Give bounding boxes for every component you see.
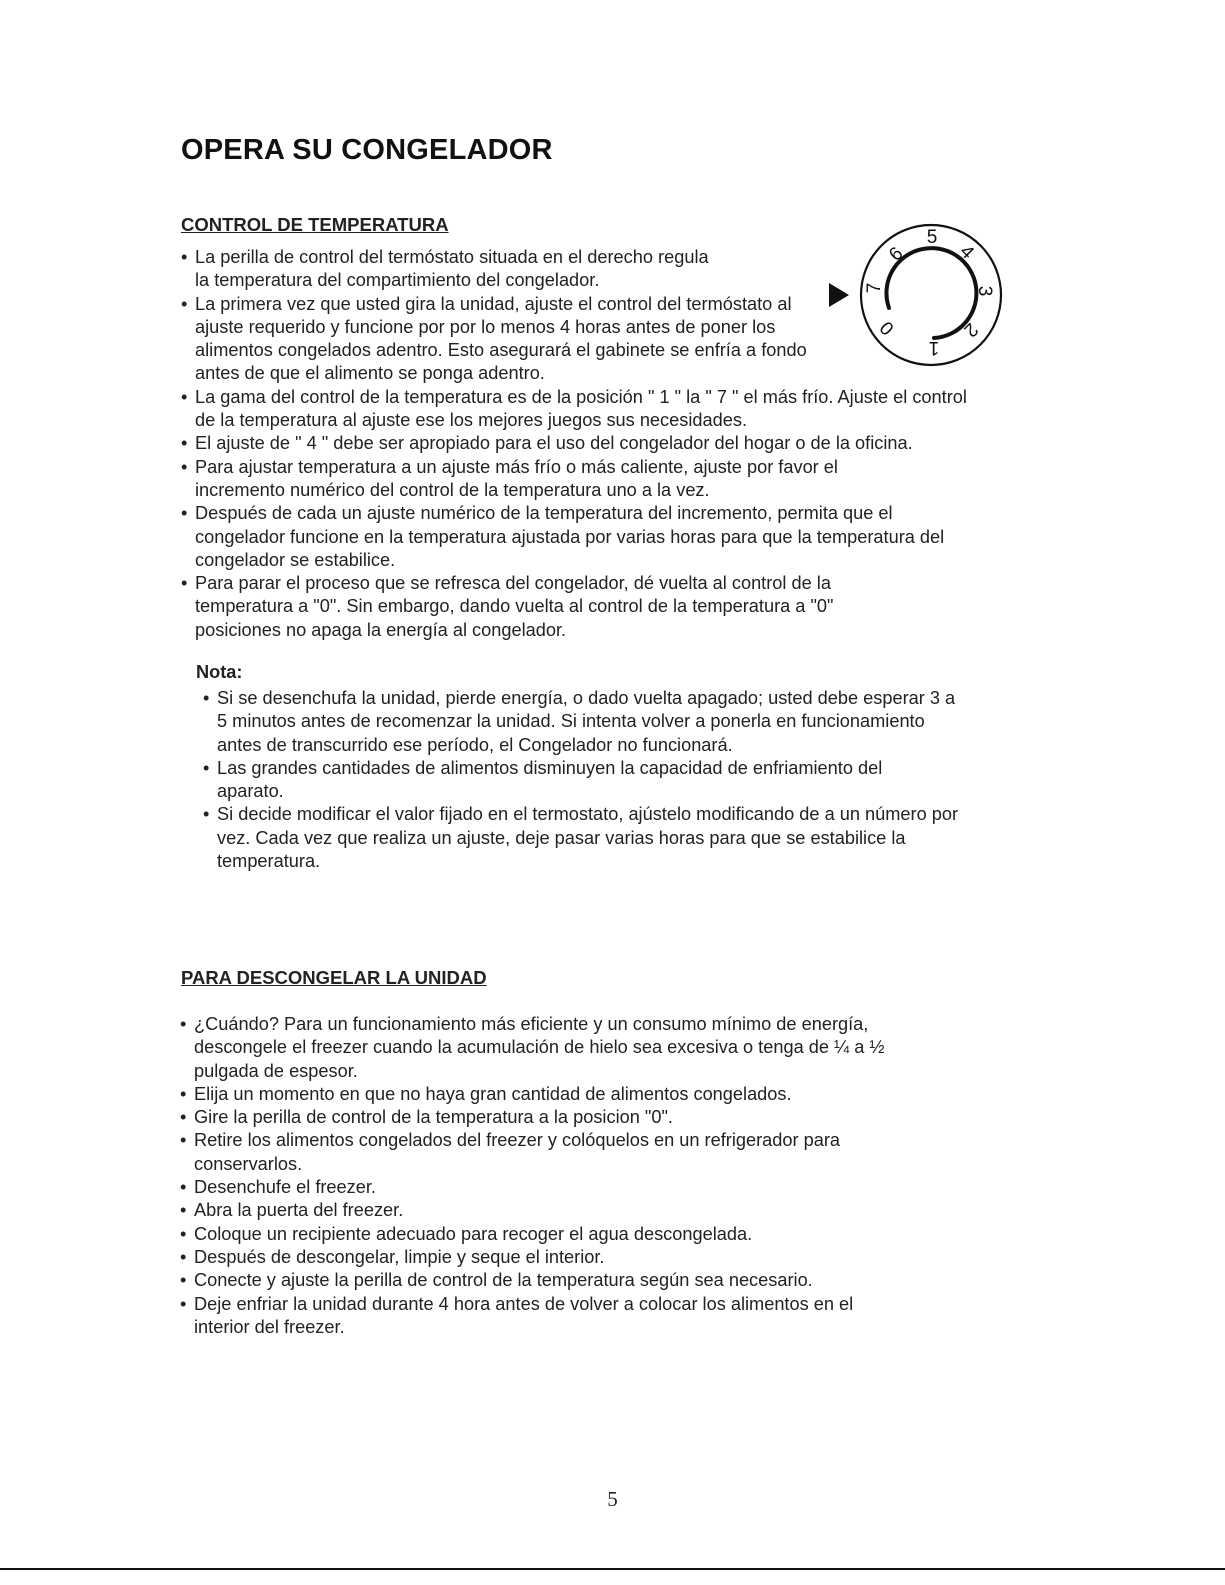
list-item: • Para parar el proceso que se refresca del congelador, dé vuelta al control de la temperatura a "0". Sin embargo, dando vuelta al control de la temperatura a "0" posiciones no apaga la energía al congelador.: [195, 572, 905, 642]
page-number: 5: [607, 1487, 618, 1511]
list-item: • Si decide modificar el valor fijado en el termostato, ajústelo modificando de a un número por vez. Cada vez que realiza un ajuste, deje pasar varias horas para que se estabilice la temperatura.: [217, 803, 982, 873]
list-item: • La perilla de control del termóstato situada en el derecho regula la temperatura del compartimiento del congelador.: [195, 246, 715, 293]
list-item: • Después de cada un ajuste numérico de la temperatura del incremento, permita que el congelador funcione en la temperatura ajustada por varias horas para que la temperatura del congelador se estabilice.: [195, 502, 985, 572]
list-item: • Retire los alimentos congelados del freezer y colóquelos en un refrigerador para conservarlos.: [194, 1129, 894, 1176]
list-item: • Si se desenchufa la unidad, pierde energía, o dado vuelta apagado; usted debe esperar 3 a 5 minutos antes de recomenzar la unidad. Si intenta volver a ponerla en funcionamiento antes de transcurrido ese período, el Congelador no funcionará.: [217, 687, 957, 757]
thermostat-dial-diagram: [826, 223, 1016, 378]
dial-label-0: 0: [876, 316, 899, 339]
list-item: • La gama del control de la temperatura es de la posición " 1 " la " 7 " el más frío. Ajuste el control de la temperatura al ajuste ese los mejores juegos sus necesidades.: [195, 386, 985, 433]
list-item: • Desenchufe el freezer.: [194, 1176, 954, 1199]
section-heading-defrost: PARA DESCONGELAR LA UNIDAD: [181, 967, 487, 988]
list-item: • ¿Cuándo? Para un funcionamiento más eficiente y un consumo mínimo de energía, descongele el freezer cuando la acumulación de hielo sea excesiva o tenga de ¼ a ½ pulgada de espesor.: [194, 1013, 939, 1083]
list-item: • Elija un momento en que no haya gran cantidad de alimentos congelados.: [194, 1083, 954, 1106]
note-list: [217, 687, 987, 873]
list-item: • Conecte y ajuste la perilla de control de la temperatura según sea necesario.: [194, 1269, 954, 1292]
page-title: OPERA SU CONGELADOR: [181, 134, 553, 166]
dial-label-2: 2: [959, 318, 982, 341]
dial-label-5: 5: [926, 227, 938, 248]
list-item: • Deje enfriar la unidad durante 4 hora antes de volver a colocar los alimentos en el interior del freezer.: [194, 1293, 904, 1340]
dial-label-4: 4: [955, 241, 978, 264]
defrost-list: [194, 1013, 954, 1339]
list-item: • Gire la perilla de control de la temperatura a la posicion "0".: [194, 1106, 954, 1129]
pointer-arrow-icon: [829, 283, 849, 307]
dial-label-6: 6: [885, 243, 908, 266]
list-item: • Después de descongelar, limpie y seque el interior.: [194, 1246, 954, 1269]
list-item: • El ajuste de " 4 " debe ser apropiado para el uso del congelador del hogar o de la oficina.: [195, 432, 985, 455]
list-item: • Para ajustar temperatura a un ajuste más frío o más caliente, ajuste por favor el incremento numérico del control de la temperatura uno a la vez.: [195, 456, 905, 503]
dial-label-3: 3: [974, 285, 995, 297]
list-item: • Las grandes cantidades de alimentos disminuyen la capacidad de enfriamiento del aparato.: [217, 757, 937, 804]
bottom-divider: [0, 1568, 1225, 1570]
note-heading: Nota:: [196, 662, 243, 682]
dial-label-1: 1: [928, 337, 940, 358]
dial-label-7: 7: [864, 282, 885, 294]
list-item: • Coloque un recipiente adecuado para recoger el agua descongelada.: [194, 1223, 954, 1246]
section-heading-temperature-control: CONTROL DE TEMPERATURA: [181, 214, 449, 235]
list-item: • Abra la puerta del freezer.: [194, 1199, 954, 1222]
list-item: • La primera vez que usted gira la unidad, ajuste el control del termóstato al ajuste requerido y funcione por por lo menos 4 horas antes de poner los alimentos congelados adentro. Esto asegurará el gabinete se enfría a fondo antes de que el alimento se ponga adentro.: [195, 293, 820, 386]
